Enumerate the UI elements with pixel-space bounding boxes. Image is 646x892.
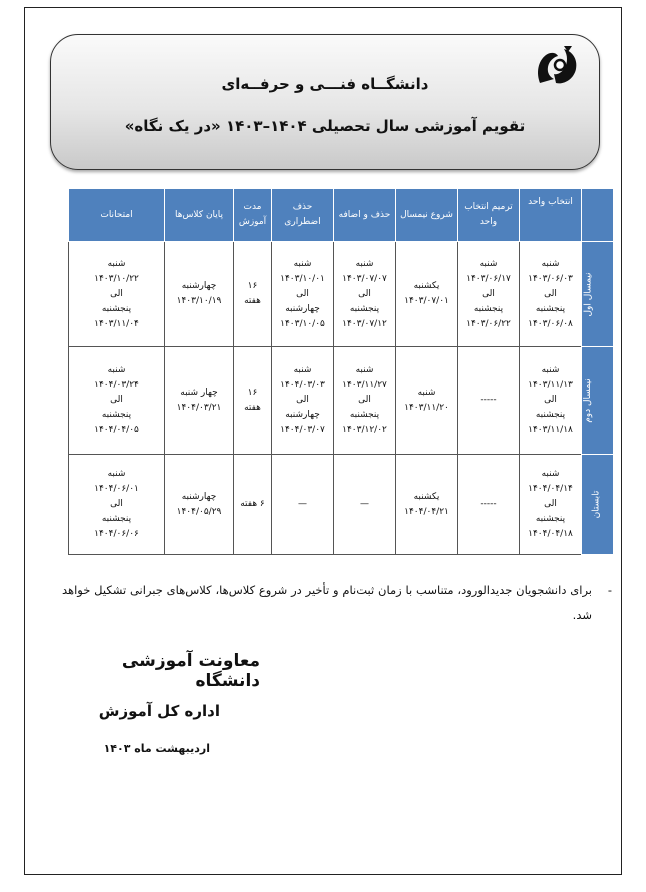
footnote-bullet: - xyxy=(607,583,612,597)
cell-line: پنجشنبه xyxy=(101,303,132,314)
header-cell: مدت آموزش xyxy=(234,189,272,242)
cell-line: هفته xyxy=(244,402,261,413)
cell-line: پنجشنبه xyxy=(535,410,566,420)
cell-line: ۱۴۰۳/۱۱/۲۰ xyxy=(404,402,449,413)
header-cell: امتحانات xyxy=(69,189,165,242)
cell-line: چهارشنبه xyxy=(285,303,320,314)
cell-line: شنبه xyxy=(293,258,312,269)
cell-line: ۱۴۰۳/۱۱/۰۴ xyxy=(94,318,139,329)
cell-line: ۱۴۰۴/۰۳/۰۷ xyxy=(280,425,325,435)
cell-line: ۱۴۰۳/۰۶/۰۳ xyxy=(528,273,573,284)
row-label-cell xyxy=(582,455,614,555)
cell-line: شنبه xyxy=(541,365,560,375)
table-cell xyxy=(334,455,396,555)
table-cell xyxy=(458,455,520,555)
cell-line: پنجشنبه xyxy=(535,303,566,314)
cell-line: الی xyxy=(544,288,557,299)
cell-line: الی xyxy=(544,499,557,509)
cell-line: چهارشنبه xyxy=(181,491,217,502)
cell-line: ۱۴۰۳/۱۱/۲۷ xyxy=(342,380,387,390)
table-cell xyxy=(396,347,458,455)
row-label: تابستان xyxy=(591,490,602,519)
academic-calendar-table xyxy=(68,188,614,555)
signature-office: معاونت آموزشی دانشگاه xyxy=(121,651,260,691)
cell-line: پنجشنبه xyxy=(535,514,566,524)
table-cell xyxy=(458,347,520,455)
cell-line: شنبه xyxy=(107,365,126,375)
cell-line: ۱۴۰۴/۰۶/۰۱ xyxy=(94,484,139,494)
cell-line: شنبه xyxy=(293,365,312,375)
cell-line: شنبه xyxy=(355,365,374,375)
cell-line: ۱۴۰۳/۰۶/۲۲ xyxy=(466,318,511,329)
table-cell xyxy=(69,347,165,455)
footnote xyxy=(62,578,612,628)
cell-line: ۱۴۰۴/۰۳/۲۱ xyxy=(176,402,222,413)
cell-line: شنبه xyxy=(541,258,560,269)
cell-line: ۱۴۰۴/۰۴/۱۴ xyxy=(528,484,573,494)
table-header-row xyxy=(69,189,614,242)
cell-line: ۱۴۰۳/۱۰/۲۲ xyxy=(94,273,139,284)
header-cell: انتخاب واحد xyxy=(520,189,582,242)
calendar-title: تقویم آموزشی سال تحصیلی ۱۴۰۴–۱۴۰۳ «در یک نگاه» xyxy=(124,117,526,135)
cell-line: الی xyxy=(296,288,309,299)
cell-line: پنجشنبه xyxy=(349,410,380,420)
cell-line: پنجشنبه xyxy=(349,303,380,314)
cell-line: الی xyxy=(358,395,371,405)
cell-line: هفته xyxy=(244,296,261,306)
header-cell: شروع نیمسال xyxy=(396,189,458,242)
cell-line: الی xyxy=(110,395,123,405)
table-cell xyxy=(69,242,165,347)
cell-line: پنجشنبه xyxy=(101,514,132,524)
cell-line: ۱۴۰۳/۱۰/۰۱ xyxy=(280,273,325,284)
cell-line: ۱۴۰۳/۰۷/۰۱ xyxy=(404,296,449,306)
cell-line: الی xyxy=(358,288,371,299)
header-cell: ترمیم انتخاب واحد xyxy=(458,189,520,242)
table-row xyxy=(69,347,614,455)
cell-line: ۱۴۰۴/۰۵/۲۹ xyxy=(176,506,222,517)
university-name: دانشگــاه فنـــی و حرفــه‌ای xyxy=(221,75,429,93)
cell-line: الی xyxy=(110,499,123,509)
cell-line: ----- xyxy=(480,499,497,509)
corner-cell xyxy=(582,189,614,242)
cell-line: ۱۴۰۴/۰۴/۱۸ xyxy=(528,529,573,539)
cell-line: شنبه xyxy=(355,258,374,269)
signature-department: اداره کل آموزش xyxy=(98,702,220,720)
cell-line: شنبه xyxy=(417,387,436,398)
cell-line: ۱۴۰۳/۰۷/۰۷ xyxy=(342,273,387,284)
table-row xyxy=(69,242,614,347)
header-cell: حذف و اضافه xyxy=(334,189,396,242)
cell-line: چهار شنبه xyxy=(180,387,218,398)
cell-line: ۱۴۰۴/۰۴/۲۱ xyxy=(404,506,449,517)
cell-line: ۱۴۰۳/۱۲/۰۲ xyxy=(342,425,387,435)
cell-line: شنبه xyxy=(479,258,498,269)
cell-line: ۱۴۰۳/۰۶/۱۷ xyxy=(466,273,511,284)
table-cell xyxy=(234,455,272,555)
cell-line: ۱۶ xyxy=(247,281,258,291)
cell-line: ۱۴۰۳/۰۶/۰۸ xyxy=(528,318,573,329)
cell-line: الی xyxy=(544,395,557,405)
cell-line: شنبه xyxy=(107,469,126,479)
header-cell: پایان کلاس‌ها xyxy=(165,189,234,242)
cell-line: ۱۴۰۴/۰۳/۲۴ xyxy=(94,380,139,390)
cell-line: پنجشنبه xyxy=(101,410,132,420)
cell-line: ۱۴۰۳/۱۱/۱۳ xyxy=(528,380,573,390)
cell-line: چهارشنبه xyxy=(181,281,217,291)
cell-line: ----- xyxy=(480,395,497,405)
cell-line: پنجشنبه xyxy=(473,303,504,314)
cell-line: ۱۴۰۳/۱۱/۱۸ xyxy=(528,425,573,435)
footnote-text: برای دانشجویان جدیدالورود، متناسب با زمان ثبت‌نام و تأخیر در شروع کلاس‌ها، کلاس‌های جبرانی تشکیل خواهد شد. xyxy=(62,583,592,622)
cell-line: ۱۴۰۴/۰۶/۰۶ xyxy=(94,529,139,539)
table-cell xyxy=(272,455,334,555)
cell-line: ۶ هفته xyxy=(240,499,265,509)
table-cell xyxy=(458,242,520,347)
cell-line: ۱۴۰۳/۱۰/۰۵ xyxy=(280,318,325,329)
cell-line: — xyxy=(298,499,307,509)
header-cell: حذف اضطراری xyxy=(272,189,334,242)
table-cell xyxy=(396,455,458,555)
cell-line: ۱۴۰۳/۱۰/۱۹ xyxy=(176,296,222,306)
row-label-cell xyxy=(582,347,614,455)
row-label: نیمسال دوم xyxy=(583,378,594,423)
table-cell xyxy=(272,347,334,455)
row-label: نیمسال اول xyxy=(583,272,594,316)
table-cell xyxy=(520,455,582,555)
cell-line: چهارشنبه xyxy=(285,410,320,420)
cell-line: الی xyxy=(296,395,309,405)
cell-line: ۱۴۰۳/۰۷/۱۲ xyxy=(342,318,387,329)
cell-line: ۱۴۰۴/۰۴/۰۵ xyxy=(94,425,139,435)
table-row xyxy=(69,455,614,555)
table-cell xyxy=(165,455,234,555)
table-cell xyxy=(334,242,396,347)
cell-line: الی xyxy=(482,288,495,299)
cell-line: ۱۴۰۴/۰۳/۰۳ xyxy=(280,380,325,390)
cell-line: ۱۶ xyxy=(247,387,258,398)
header-banner xyxy=(50,34,600,170)
row-label-cell xyxy=(582,242,614,347)
table-cell xyxy=(396,242,458,347)
table-cell xyxy=(165,347,234,455)
cell-line: شنبه xyxy=(107,258,126,269)
table-cell xyxy=(234,347,272,455)
cell-line: — xyxy=(360,499,369,509)
table-cell xyxy=(334,347,396,455)
cell-line: الی xyxy=(110,288,123,299)
cell-line: شنبه xyxy=(541,469,560,479)
table-cell xyxy=(234,242,272,347)
cell-line: یکشنبه xyxy=(413,491,440,502)
cell-line: یکشنبه xyxy=(413,281,440,291)
table-cell xyxy=(69,455,165,555)
table-cell xyxy=(272,242,334,347)
signature-date: اردیبهشت ماه ۱۴۰۳ xyxy=(103,742,210,755)
table-cell xyxy=(165,242,234,347)
